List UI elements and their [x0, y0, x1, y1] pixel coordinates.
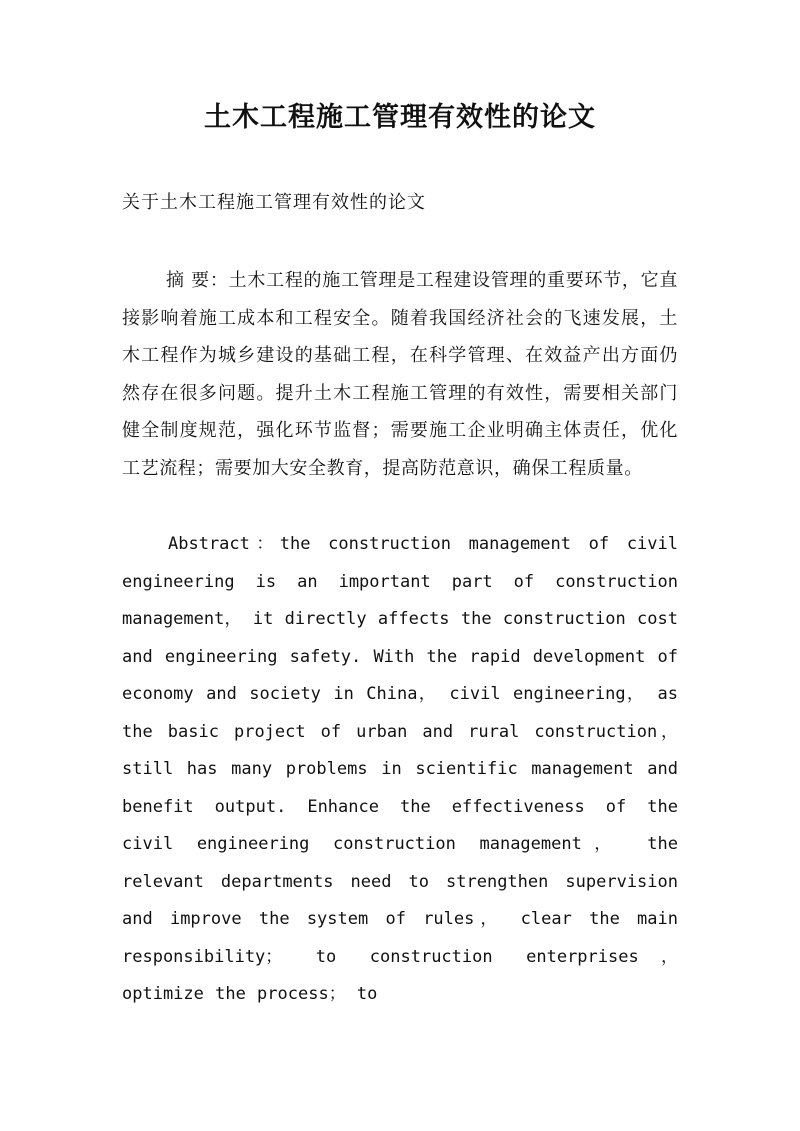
- document-subtitle: 关于土木工程施工管理有效性的论文: [122, 192, 426, 213]
- english-abstract-paragraph: Abstract：the construction management of civil engineering is an important part of construction management， it directly affects the construction cost and engineering safety. With the rapid development of economy and society in China， civil engineering， as the basic project of urban and rural construction， still has many problems in scientific management and benefit output. Enhance the effectiveness of the civil engineering construction management， the relevant departments need to strengthen supervision and improve the system of rules， clear the main responsibility； to construction enterprises， optimize the process； to: [122, 534, 678, 1004]
- document-title: 土木工程施工管理有效性的论文: [204, 102, 596, 133]
- chinese-abstract-paragraph: 摘 要：土木工程的施工管理是工程建设管理的重要环节，它直接影响着施工成本和工程安全。随着我国经济社会的飞速发展，土木工程作为城乡建设的基础工程，在科学管理、在效益产出方面仍然存在很多问题。提升土木工程施工管理的有效性，需要相关部门健全制度规范，强化环节监督；需要施工企业明确主体责任，优化工艺流程；需要加大安全教育，提高防范意识，确保工程质量。: [122, 270, 678, 479]
